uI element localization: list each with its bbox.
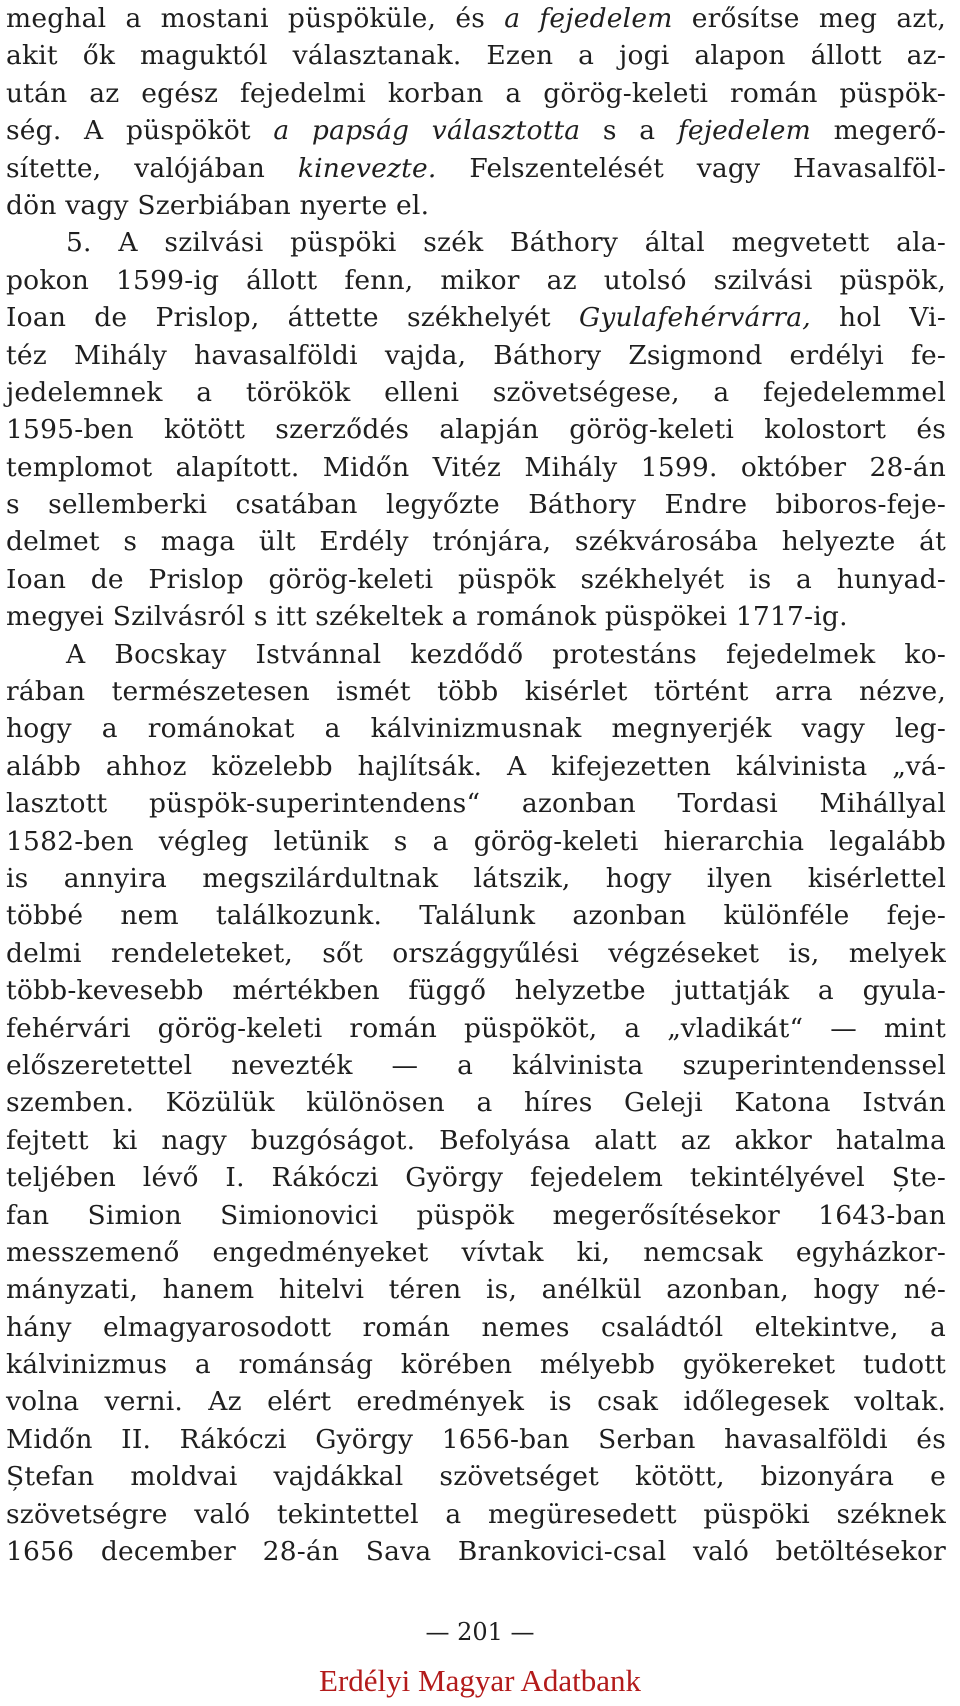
text-run: előszeretettel nevezték — a kálvinista szuperintendenssel — [6, 1049, 946, 1081]
text-line — [6, 1010, 946, 1047]
text-run: akit ők maguktól választanak. Ezen a jogi alapon állott az- — [6, 40, 946, 72]
text-run: messzemenő engedményeket vívtak ki, nemcsak egyházkor- — [6, 1236, 946, 1268]
text-line — [6, 598, 946, 635]
text-run: hol Vi- — [810, 302, 947, 334]
text-line — [6, 935, 946, 972]
body-text — [6, 0, 946, 1570]
text-line — [6, 748, 946, 785]
text-run: szemben. Közülük különösen a híres Geleji Katona István — [6, 1087, 946, 1119]
text-run: pokon 1599-ig állott fenn, mikor az utolsó szilvási püspök, — [6, 264, 946, 296]
text-line — [6, 1197, 946, 1234]
text-run: delmet s maga ült Erdély trónjára, székvárosába helyezte át — [6, 526, 946, 558]
text-run: 1582-ben végleg letünik s a görög-keleti hierarchia legalább — [6, 825, 946, 857]
text-line — [6, 486, 946, 523]
italic-text: Gyulafehérvárra, — [578, 302, 811, 334]
text-line — [6, 1159, 946, 1196]
text-line — [6, 1047, 946, 1084]
text-run: hány elmagyarosodott román nemes családtól eltekintve, a — [6, 1311, 946, 1343]
text-run: hogy a románokat a kálvinizmusnak megnyerjék vagy leg- — [6, 713, 946, 745]
text-run: sítette, valójában — [6, 152, 298, 184]
text-line — [6, 1122, 946, 1159]
text-run: Midőn II. Rákóczi György 1656-ban Serban havasalföldi és — [6, 1423, 946, 1455]
text-run: kálvinizmus a románság körében mélyebb gyökereket tudott — [6, 1349, 946, 1381]
text-run: lasztott püspök-superintendens“ azonban Tordasi Mihállyal — [6, 788, 946, 820]
italic-text: a fejedelem — [504, 3, 673, 34]
text-run: delmi rendeleteket, sőt országgyűlési végzéseket is, melyek — [6, 937, 946, 969]
text-run: 1595-ben kötött szerződés alapján görög-keleti kolostort és — [6, 414, 946, 446]
text-line — [6, 897, 946, 934]
text-run: alább ahhoz közelebb hajlítsák. A kifejezetten kálvinista „vá- — [6, 750, 946, 782]
text-run: 5. A szilvási püspöki szék Báthory által megvetett ala- — [66, 227, 946, 259]
text-run: volna verni. Az elért eredmények is csak időlegesek voltak. — [6, 1386, 946, 1418]
text-run: Ioan de Prislop görög-keleti püspök székhelyét is a hunyad- — [6, 563, 946, 595]
text-run: templomot alapított. Midőn Vitéz Mihály 1599. október 28-án — [6, 451, 946, 483]
text-line — [6, 972, 946, 1009]
text-line — [6, 1458, 946, 1495]
text-line — [6, 1309, 946, 1346]
text-run: meghal a mostani püspöküle, és — [6, 3, 505, 34]
text-line — [6, 262, 946, 299]
text-line — [6, 374, 946, 411]
italic-text: kinevezte. — [297, 152, 437, 184]
text-run: mányzati, hanem hitelvi téren is, anélkül azonban, hogy né- — [6, 1274, 946, 1306]
text-run: fejtett ki nagy buzgóságot. Befolyása alatt az akkor hatalma — [6, 1124, 946, 1156]
text-run: teljében lévő I. Rákóczi György fejedelem tekintélyével Ște- — [6, 1162, 946, 1194]
text-run: téz Mihály havasalföldi vajda, Báthory Zsigmond erdélyi fe- — [6, 339, 946, 371]
text-line — [6, 1271, 946, 1308]
text-run: Felszentelését vagy Havasalföl- — [436, 152, 946, 184]
text-line — [6, 785, 946, 822]
text-line — [6, 1421, 946, 1458]
text-run: dön vagy Szerbiában nyerte el. — [6, 189, 430, 221]
text-line — [6, 1084, 946, 1121]
text-line — [6, 299, 946, 336]
text-line — [6, 0, 946, 37]
text-line — [6, 860, 946, 897]
text-line — [6, 1346, 946, 1383]
text-line — [6, 449, 946, 486]
text-run: Ștefan moldvai vajdákkal szövetséget kötött, bizonyára e — [6, 1461, 946, 1493]
text-line — [6, 636, 946, 673]
text-run: is annyira megszilárdultnak látszik, hogy ilyen kisérlettel — [6, 862, 946, 894]
text-run: után az egész fejedelmi korban a görög-keleti román püspök- — [6, 77, 946, 109]
text-line — [6, 1234, 946, 1271]
text-line — [6, 150, 946, 187]
text-run: több-kevesebb mértékben függő helyzetbe juttatják a gyula- — [6, 975, 946, 1007]
text-run: 1656 december 28-án Sava Brankovici-csal való betöltésekor — [6, 1536, 946, 1568]
text-run: A Bocskay Istvánnal kezdődő protestáns fejedelmek ko- — [66, 638, 946, 670]
text-line — [6, 561, 946, 598]
text-run: többé nem találkozunk. Találunk azonban különféle feje- — [6, 900, 946, 932]
text-line — [6, 112, 946, 149]
text-run: s sellemberki csatában legyőzte Báthory Endre biboros-feje- — [6, 489, 946, 521]
text-run: megerő- — [810, 115, 946, 147]
italic-text: a papság választotta — [273, 115, 581, 147]
text-line — [6, 187, 946, 224]
text-line — [6, 710, 946, 747]
text-line — [6, 823, 946, 860]
text-line — [6, 337, 946, 374]
text-run: fehérvári görög-keleti román püspököt, a „vladikát“ — mint — [6, 1012, 946, 1044]
text-run: Ioan de Prislop, áttette székhelyét — [6, 302, 579, 334]
text-run: ség. A püspököt — [6, 115, 274, 147]
text-line — [6, 1533, 946, 1570]
text-run: jedelemnek a törökök elleni szövetségese, a fejedelemmel — [6, 376, 946, 408]
text-line — [6, 75, 946, 112]
text-line — [6, 1383, 946, 1420]
text-run: megyei Szilvásról s itt székeltek a románok püspökei 1717-ig. — [6, 601, 848, 633]
text-line — [6, 411, 946, 448]
page-number: — 201 — — [425, 1618, 535, 1646]
text-run: szövetségre való tekintettel a megüresedett püspöki széknek — [6, 1498, 946, 1530]
text-run: fan Simion Simionovici püspök megerősítésekor 1643-ban — [6, 1199, 946, 1231]
text-line — [6, 37, 946, 74]
text-line — [6, 224, 946, 261]
footer-watermark: Erdélyi Magyar Adatbank — [319, 1663, 641, 1698]
italic-text: fejedelem — [677, 115, 811, 147]
text-run: s a — [580, 115, 678, 147]
text-run: erősítse meg azt, — [672, 3, 947, 34]
text-line — [6, 673, 946, 710]
text-run: rában természetesen ismét több kisérlet történt arra nézve, — [6, 676, 946, 708]
text-line — [6, 523, 946, 560]
text-line — [6, 1496, 946, 1533]
